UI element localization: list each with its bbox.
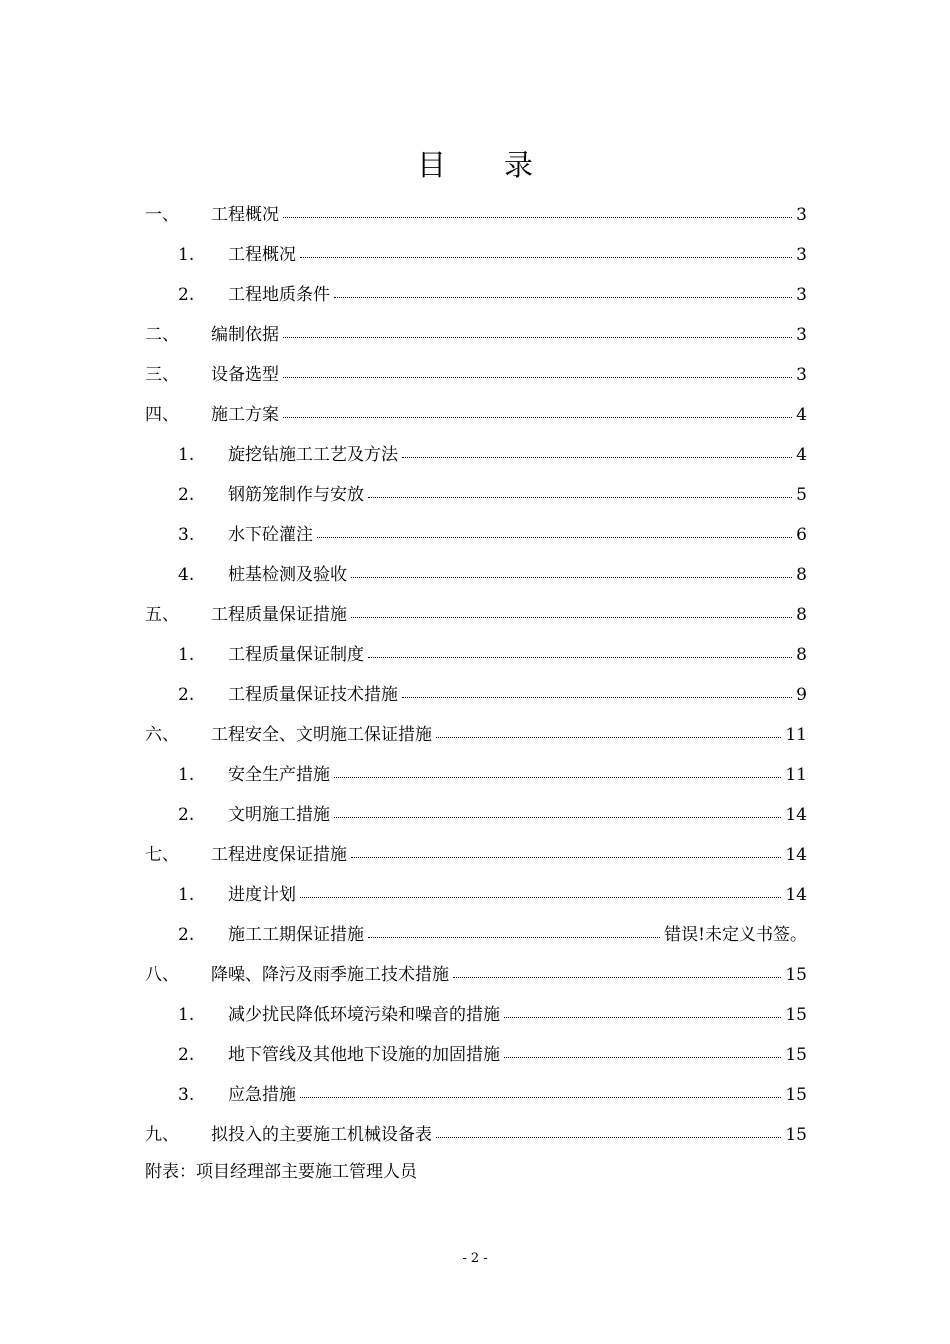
toc-dot-leader — [300, 883, 781, 898]
toc-dot-leader — [504, 1043, 781, 1058]
toc-entry-page: 8 — [796, 645, 807, 665]
toc-entry-title: 拟投入的主要施工机械设备表 — [211, 1125, 432, 1145]
toc-entry-page: 8 — [796, 605, 807, 625]
toc-entry-number: 八、 — [145, 965, 179, 985]
toc-entry[interactable] — [145, 963, 807, 987]
toc-entry-page: 15 — [785, 1085, 807, 1105]
toc-dot-leader — [283, 203, 792, 218]
toc-entry-title: 编制依据 — [211, 325, 279, 345]
toc-entry-number: 3. — [178, 525, 195, 545]
toc-entry-number: 1. — [178, 245, 195, 265]
toc-entry-title: 工程概况 — [228, 245, 296, 265]
toc-entry-title: 工程质量保证措施 — [211, 605, 347, 625]
toc-entry-title: 设备选型 — [211, 365, 279, 385]
toc-dot-leader — [283, 363, 792, 378]
toc-dot-leader — [334, 283, 792, 298]
toc-entry-page: 15 — [785, 1125, 807, 1145]
toc-entry-title: 地下管线及其他地下设施的加固措施 — [228, 1045, 500, 1065]
toc-entry[interactable] — [178, 443, 807, 467]
toc-entry-page: 14 — [785, 885, 807, 905]
toc-entry-number: 四、 — [145, 405, 179, 425]
toc-entry[interactable] — [145, 323, 807, 347]
toc-entry[interactable] — [178, 283, 807, 307]
toc-entry[interactable] — [178, 763, 807, 787]
toc-dot-leader — [504, 1003, 781, 1018]
toc-entry-number: 3. — [178, 1085, 195, 1105]
toc-entry-number: 1. — [178, 445, 195, 465]
toc-entry-title: 施工方案 — [211, 405, 279, 425]
toc-entry-title: 施工工期保证措施 — [228, 925, 364, 945]
toc-dot-leader — [300, 1083, 781, 1098]
toc-entry[interactable] — [145, 1123, 807, 1147]
toc-entry-number: 九、 — [145, 1125, 179, 1145]
toc-entry-title: 进度计划 — [228, 885, 296, 905]
toc-entry[interactable] — [178, 523, 807, 547]
toc-entry-page: 5 — [796, 485, 807, 505]
toc-dot-leader — [334, 763, 781, 778]
toc-entry-page: 3 — [796, 365, 807, 385]
toc-entry-title: 应急措施 — [228, 1085, 296, 1105]
toc-entry-number: 二、 — [145, 325, 179, 345]
toc-entry[interactable] — [178, 923, 807, 947]
toc-entry-page: 8 — [796, 565, 807, 585]
toc-dot-leader — [351, 563, 792, 578]
toc-entry-title: 旋挖钻施工工艺及方法 — [228, 445, 398, 465]
toc-entry-title: 减少扰民降低环境污染和噪音的措施 — [228, 1005, 500, 1025]
toc-entry-number: 4. — [178, 565, 195, 585]
toc-entry-title: 工程概况 — [211, 205, 279, 225]
toc-entry-page: 4 — [796, 445, 807, 465]
toc-entry-title: 桩基检测及验收 — [228, 565, 347, 585]
toc-entry-page: 11 — [785, 765, 807, 785]
toc-entry-page: 3 — [796, 285, 807, 305]
toc-entry-number: 2. — [178, 685, 195, 705]
toc-entry-page: 9 — [796, 685, 807, 705]
toc-dot-leader — [300, 243, 792, 258]
toc-entry-number: 1. — [178, 765, 195, 785]
toc-dot-leader — [402, 443, 792, 458]
toc-entry-number: 2. — [178, 925, 195, 945]
toc-entry[interactable] — [178, 243, 807, 267]
toc-entry[interactable] — [178, 1083, 807, 1107]
toc-entry-page: 4 — [796, 405, 807, 425]
toc-dot-leader — [283, 323, 792, 338]
toc-entry-number: 2. — [178, 485, 195, 505]
toc-entry[interactable] — [178, 683, 807, 707]
toc-entry-title: 工程质量保证技术措施 — [228, 685, 398, 705]
page-title — [0, 143, 950, 184]
title-left-char: 目 — [416, 148, 446, 182]
toc-entry-number: 一、 — [145, 205, 179, 225]
toc-entry[interactable] — [178, 483, 807, 507]
toc-entry[interactable] — [145, 203, 807, 227]
title-right-char: 录 — [504, 148, 534, 182]
toc-dot-leader — [351, 603, 792, 618]
toc-entry-number: 三、 — [145, 365, 179, 385]
toc-entry[interactable] — [178, 1043, 807, 1067]
toc-entry-number: 1. — [178, 1005, 195, 1025]
toc-entry[interactable] — [145, 723, 807, 747]
toc-entry-number: 2. — [178, 805, 195, 825]
toc-entry-number: 1. — [178, 885, 195, 905]
toc-entry[interactable] — [178, 803, 807, 827]
toc-dot-leader — [334, 803, 781, 818]
toc-entry-title: 工程安全、文明施工保证措施 — [211, 725, 432, 745]
toc-entry-number: 六、 — [145, 725, 179, 745]
toc-entry-title: 钢筋笼制作与安放 — [228, 485, 364, 505]
toc-dot-leader — [436, 1123, 781, 1138]
toc-entry[interactable] — [178, 563, 807, 587]
toc-entry[interactable] — [145, 363, 807, 387]
page-number: - 2 - — [462, 1251, 488, 1266]
toc-entry-page: 15 — [785, 1045, 807, 1065]
toc-entry-page: 11 — [785, 725, 807, 745]
toc-entry[interactable] — [178, 1003, 807, 1027]
toc-dot-leader — [317, 523, 792, 538]
toc-dot-leader — [283, 403, 792, 418]
toc-entry-page: 3 — [796, 205, 807, 225]
toc-entry-number: 2. — [178, 285, 195, 305]
toc-entry-title: 安全生产措施 — [228, 765, 330, 785]
toc-entry-title: 水下砼灌注 — [228, 525, 313, 545]
toc-entry-page: 6 — [796, 525, 807, 545]
toc-dot-leader — [368, 923, 660, 938]
toc-dot-leader — [351, 843, 781, 858]
toc-entry[interactable] — [145, 843, 807, 867]
toc-entry[interactable] — [178, 643, 807, 667]
toc-dot-leader — [368, 643, 792, 658]
toc-entry-page: 15 — [785, 965, 807, 985]
toc-entry-page: 15 — [785, 1005, 807, 1025]
toc-entry-number: 1. — [178, 645, 195, 665]
toc-entry-page: 14 — [785, 845, 807, 865]
toc-entry-title: 工程进度保证措施 — [211, 845, 347, 865]
toc-dot-leader — [436, 723, 781, 738]
toc-entry-page: 3 — [796, 245, 807, 265]
toc-entry[interactable] — [178, 883, 807, 907]
toc-dot-leader — [453, 963, 781, 978]
toc-entry-title: 文明施工措施 — [228, 805, 330, 825]
toc-entry-title: 降噪、降污及雨季施工技术措施 — [211, 965, 449, 985]
toc-entry-number: 2. — [178, 1045, 195, 1065]
toc-entry-number: 五、 — [145, 605, 179, 625]
toc-entry-page: 14 — [785, 805, 807, 825]
toc-entry-title: 工程地质条件 — [228, 285, 330, 305]
toc-dot-leader — [368, 483, 792, 498]
toc-dot-leader — [402, 683, 792, 698]
toc-entry-page: 3 — [796, 325, 807, 345]
appendix-note: 附表：项目经理部主要施工管理人员 — [145, 1162, 417, 1182]
toc-entry-page: 错误!未定义书签。 — [664, 925, 807, 945]
toc-entry-title: 工程质量保证制度 — [228, 645, 364, 665]
toc-entry[interactable] — [145, 403, 807, 427]
toc-entry[interactable] — [145, 603, 807, 627]
toc-entry-number: 七、 — [145, 845, 179, 865]
